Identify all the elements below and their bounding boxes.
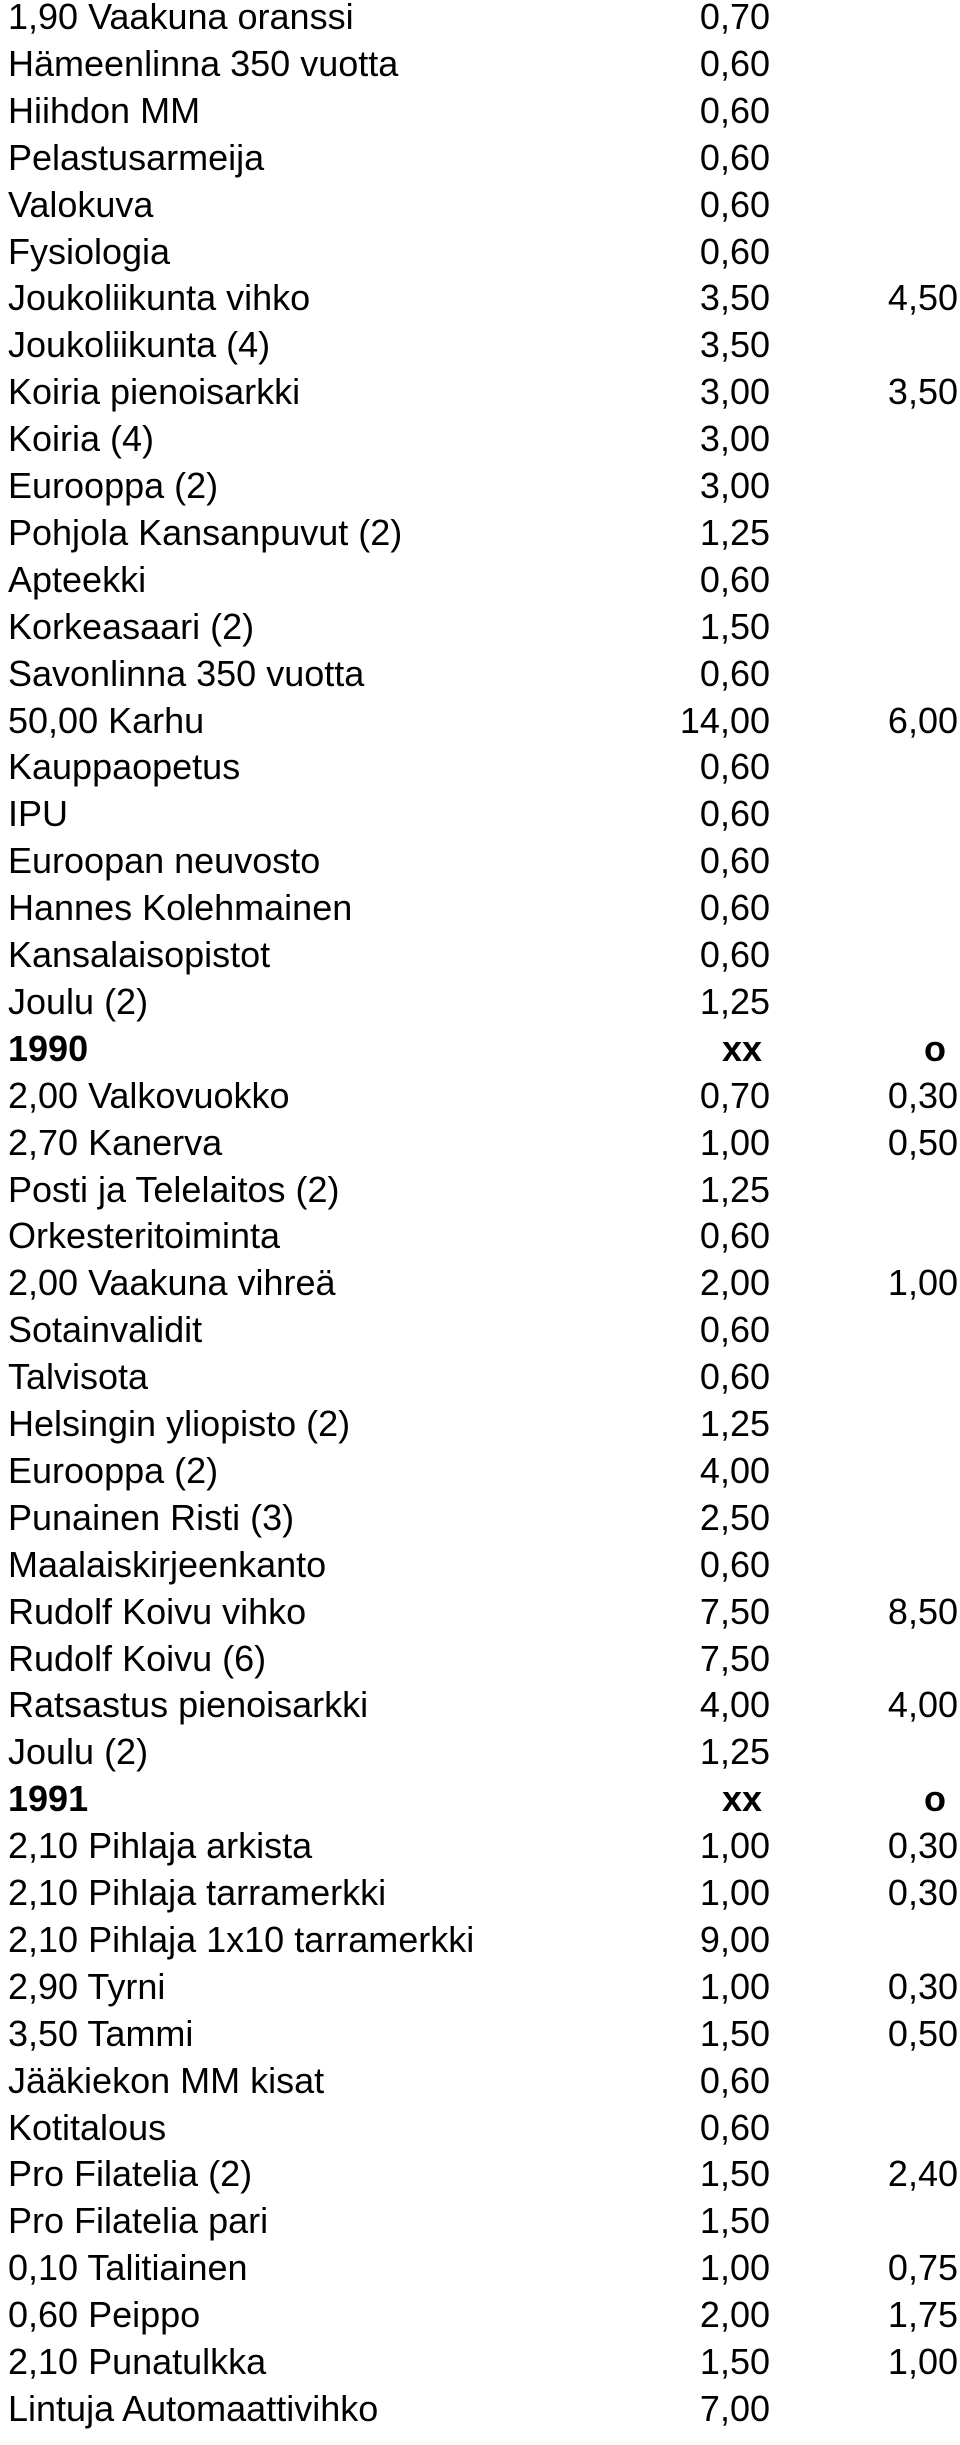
stamp-name: 2,10 Pihlaja arkista	[8, 1825, 313, 1867]
stamp-name: Posti ja Telelaitos (2)	[8, 1168, 340, 1210]
stamp-name: Joukoliikunta (4)	[8, 324, 271, 366]
stamp-row	[0, 698, 960, 744]
stamp-row	[0, 1167, 960, 1213]
stamp-row	[0, 322, 960, 368]
stamp-name: Hiihdon MM	[8, 89, 201, 131]
stamp-name: 1,90 Vaakuna oranssi	[8, 0, 354, 37]
stamp-name: Sotainvalidit	[8, 1309, 203, 1351]
stamp-row	[0, 135, 960, 181]
used-column-header: o	[924, 1778, 946, 1820]
stamp-name: Apteekki	[8, 558, 147, 600]
mint-price: 7,00	[699, 2387, 770, 2429]
stamp-row	[0, 1870, 960, 1916]
stamp-row	[0, 1917, 960, 1963]
mint-price: 9,00	[699, 1918, 770, 1960]
stamp-row	[0, 41, 960, 87]
mint-column-header: xx	[721, 1027, 762, 1069]
stamp-row	[0, 182, 960, 228]
mint-price: 7,50	[699, 1637, 770, 1679]
mint-price: 0,60	[699, 887, 770, 929]
used-price: 1,00	[887, 2341, 958, 2382]
mint-price: 0,60	[699, 1543, 770, 1585]
stamp-row	[0, 1542, 960, 1588]
stamp-name: 2,10 Pihlaja 1x10 tarramerkki	[8, 1918, 475, 1960]
mint-price: 14,00	[679, 699, 770, 741]
stamp-row	[0, 2105, 960, 2151]
stamp-name: Hannes Kolehmainen	[8, 887, 353, 929]
mint-column-header: xx	[721, 1778, 762, 1820]
mint-price: 0,70	[699, 0, 770, 37]
stamp-row	[0, 2198, 960, 2244]
stamp-name: Koiria pienoisarkki	[8, 371, 301, 413]
mint-price: 0,60	[699, 840, 770, 882]
stamp-name: Lintuja Automaattivihko	[8, 2387, 379, 2429]
stamp-row	[0, 1120, 960, 1166]
stamp-name: 0,10 Talitiainen	[8, 2247, 248, 2289]
mint-price: 1,50	[699, 2153, 770, 2195]
stamp-row	[0, 1401, 960, 1447]
mint-price: 0,60	[699, 652, 770, 694]
mint-price: 1,00	[699, 2247, 770, 2289]
stamp-name: Pelastusarmeija	[8, 136, 265, 178]
stamp-row	[0, 0, 960, 40]
stamp-name: Koiria (4)	[8, 418, 155, 460]
mint-price: 0,60	[699, 1215, 770, 1257]
stamp-name: IPU	[8, 793, 69, 835]
mint-price: 0,60	[699, 230, 770, 272]
stamp-name: Punainen Risti (3)	[8, 1496, 295, 1538]
used-price: 0,30	[887, 1074, 958, 1116]
stamp-row	[0, 1964, 960, 2010]
stamp-name: Pro Filatelia pari	[8, 2200, 269, 2242]
stamp-row	[0, 463, 960, 509]
stamp-row	[0, 557, 960, 603]
mint-price: 0,60	[699, 558, 770, 600]
mint-price: 0,70	[699, 1074, 770, 1116]
mint-price: 0,60	[699, 89, 770, 131]
used-price: 0,30	[887, 1825, 958, 1867]
used-price: 1,00	[887, 1262, 958, 1304]
mint-price: 2,00	[699, 1262, 770, 1304]
stamp-row	[0, 275, 960, 321]
stamp-row	[0, 932, 960, 978]
stamp-name: Ratsastus pienoisarkki	[8, 1684, 369, 1726]
stamp-name: 2,10 Punatulkka	[8, 2341, 267, 2382]
used-price: 0,50	[887, 2012, 958, 2054]
used-price: 0,75	[887, 2247, 958, 2289]
stamp-name: Hämeenlinna 350 vuotta	[8, 42, 399, 84]
mint-price: 1,25	[699, 1403, 770, 1444]
used-price: 0,30	[887, 1872, 958, 1913]
mint-price: 0,60	[699, 1356, 770, 1398]
mint-price: 1,00	[699, 1965, 770, 2007]
year-header-row	[0, 1776, 960, 1822]
stamp-row	[0, 604, 960, 650]
used-price: 4,50	[887, 277, 958, 319]
stamp-row	[0, 1354, 960, 1400]
stamp-row	[0, 979, 960, 1025]
stamp-name: Eurooppa (2)	[8, 1449, 219, 1491]
stamp-name: Fysiologia	[8, 230, 171, 272]
stamp-name: Jääkiekon MM kisat	[8, 2059, 325, 2101]
mint-price: 0,60	[699, 2106, 770, 2148]
mint-price: 0,60	[699, 183, 770, 225]
stamp-row	[0, 1589, 960, 1635]
mint-price: 1,50	[699, 2341, 770, 2382]
mint-price: 1,25	[699, 1731, 770, 1773]
stamp-name: Talvisota	[8, 1356, 149, 1398]
stamp-name: Euroopan neuvosto	[8, 840, 321, 882]
stamp-name: 2,90 Tyrni	[8, 1965, 166, 2007]
used-price: 4,00	[887, 1684, 958, 1726]
mint-price: 0,60	[699, 934, 770, 975]
stamp-row	[0, 229, 960, 275]
mint-price: 2,00	[699, 2294, 770, 2336]
mint-price: 0,60	[699, 746, 770, 788]
mint-price: 1,00	[699, 1825, 770, 1867]
stamp-row	[0, 1729, 960, 1775]
stamp-name: 3,50 Tammi	[8, 2012, 194, 2054]
stamp-row	[0, 1682, 960, 1728]
stamp-row	[0, 1448, 960, 1494]
mint-price: 1,50	[699, 605, 770, 647]
stamp-name: Rudolf Koivu (6)	[8, 1637, 267, 1679]
mint-price: 3,00	[699, 418, 770, 460]
mint-price: 2,50	[699, 1496, 770, 1538]
mint-price: 3,50	[699, 324, 770, 366]
stamp-name: Korkeasaari (2)	[8, 605, 255, 647]
stamp-name: 2,00 Valkovuokko	[8, 1074, 290, 1116]
mint-price: 1,50	[699, 2012, 770, 2054]
stamp-name: 50,00 Karhu	[8, 699, 205, 741]
stamp-row	[0, 791, 960, 837]
year-header-row	[0, 1026, 960, 1072]
stamp-name: 2,10 Pihlaja tarramerkki	[8, 1872, 387, 1913]
stamp-name: Joulu (2)	[8, 1731, 149, 1773]
mint-price: 1,00	[699, 1121, 770, 1163]
stamp-row	[0, 1307, 960, 1353]
stamp-row	[0, 1636, 960, 1682]
stamp-row	[0, 88, 960, 134]
stamp-name: 2,00 Vaakuna vihreä	[8, 1262, 336, 1304]
used-price: 6,00	[887, 699, 958, 741]
year-label: 1990	[8, 1027, 89, 1069]
used-price: 1,75	[887, 2294, 958, 2336]
stamp-name: Pro Filatelia (2)	[8, 2153, 253, 2195]
mint-price: 7,50	[699, 1590, 770, 1632]
stamp-row	[0, 416, 960, 462]
mint-price: 1,25	[699, 980, 770, 1022]
stamp-name: Maalaiskirjeenkanto	[8, 1543, 327, 1585]
stamp-name: Kauppaopetus	[8, 746, 241, 788]
stamp-name: Pohjola Kansanpuvut (2)	[8, 511, 403, 553]
stamp-row	[0, 2058, 960, 2104]
stamp-row	[0, 510, 960, 556]
stamp-name: Savonlinna 350 vuotta	[8, 652, 365, 694]
stamp-name: Kotitalous	[8, 2106, 167, 2148]
mint-price: 0,60	[699, 793, 770, 835]
mint-price: 3,00	[699, 371, 770, 413]
stamp-row	[0, 2151, 960, 2197]
mint-price: 1,25	[699, 1168, 770, 1210]
stamp-name: 2,70 Kanerva	[8, 1121, 223, 1163]
mint-price: 1,25	[699, 511, 770, 553]
stamp-name: Orkesteritoiminta	[8, 1215, 281, 1257]
stamp-name: Helsingin yliopisto (2)	[8, 1403, 351, 1444]
mint-price: 1,50	[699, 2200, 770, 2242]
stamp-name: Joukoliikunta vihko	[8, 277, 311, 319]
year-label: 1991	[8, 1778, 89, 1820]
used-column-header: o	[924, 1027, 946, 1069]
mint-price: 0,60	[699, 1309, 770, 1351]
stamp-name: Rudolf Koivu vihko	[8, 1590, 307, 1632]
stamp-name: Valokuva	[8, 183, 154, 225]
used-price: 8,50	[887, 1590, 958, 1632]
mint-price: 3,50	[699, 277, 770, 319]
stamp-row	[0, 1213, 960, 1259]
mint-price: 3,00	[699, 465, 770, 506]
stamp-row	[0, 838, 960, 884]
mint-price: 0,60	[699, 42, 770, 84]
stamp-name: 0,60 Peippo	[8, 2294, 201, 2336]
used-price: 0,50	[887, 1121, 958, 1163]
stamp-row	[0, 2011, 960, 2057]
stamp-row	[0, 651, 960, 697]
stamp-row	[0, 1073, 960, 1119]
mint-price: 0,60	[699, 136, 770, 178]
used-price: 2,40	[887, 2153, 958, 2195]
stamp-row	[0, 2386, 960, 2432]
stamp-row	[0, 369, 960, 415]
used-price: 0,30	[887, 1965, 958, 2007]
mint-price: 4,00	[699, 1684, 770, 1726]
used-price: 3,50	[887, 371, 958, 413]
stamp-row	[0, 885, 960, 931]
stamp-row	[0, 2339, 960, 2385]
stamp-name: Kansalaisopistot	[8, 934, 271, 975]
mint-price: 4,00	[699, 1449, 770, 1491]
stamp-row	[0, 1260, 960, 1306]
mint-price: 1,00	[699, 1872, 770, 1913]
stamp-row	[0, 744, 960, 790]
stamp-row	[0, 1495, 960, 1541]
stamp-name: Joulu (2)	[8, 980, 149, 1022]
stamp-row	[0, 2292, 960, 2338]
stamp-row	[0, 1823, 960, 1869]
stamp-name: Eurooppa (2)	[8, 465, 219, 506]
stamp-row	[0, 2245, 960, 2291]
mint-price: 0,60	[699, 2059, 770, 2101]
